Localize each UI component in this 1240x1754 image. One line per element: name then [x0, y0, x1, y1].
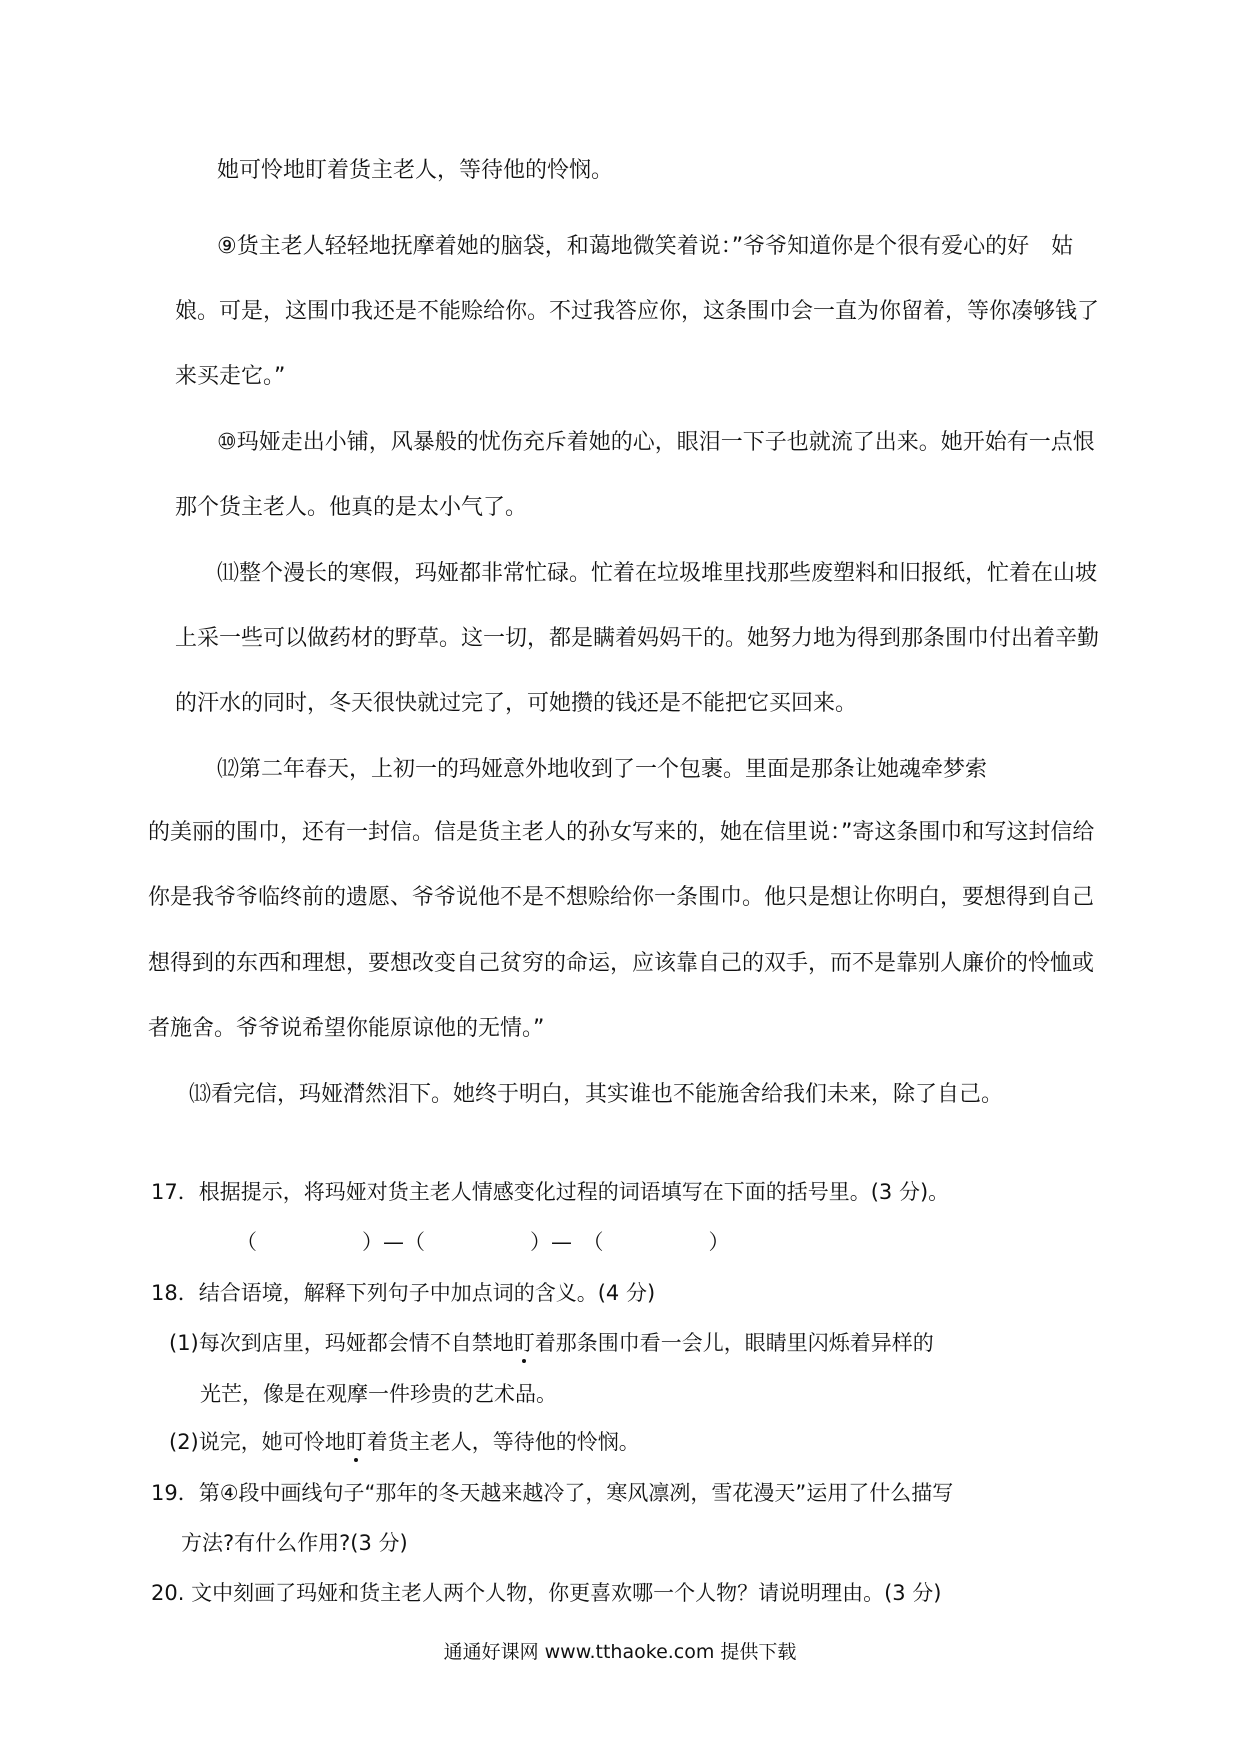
sentence-text: (1)每次到店里，玛娅都会情不自禁地: [169, 1331, 514, 1355]
sentence-text: (2)说完，她可怜地: [169, 1430, 346, 1454]
passage-line: 的汗水的同时，冬天很快就过完了，可她攒的钱还是不能把它买回来。: [175, 691, 858, 716]
dotted-word: 盯: [513, 1331, 535, 1355]
passage-line: 那个货主老人。他真的是太小气了。: [175, 495, 528, 520]
paragraph-13: ⒀看完信，玛娅潸然泪下。她终于明白，其实谁也不能施舍给我们未来，除了自己。: [189, 1082, 1004, 1107]
passage-line: 她可怜地盯着货主老人，等待他的怜悯。: [217, 158, 614, 183]
passage-line: 你是我爷爷临终前的遗愿、爷爷说他不是不想赊给你一条围巾。他只是想让你明白，要想得到自己: [148, 885, 1095, 910]
question-18: 18．结合语境，解释下列句子中加点词的含义。(4 分): [151, 1281, 656, 1305]
question-17-blanks: （ ）—（ ）— （ ）: [236, 1230, 730, 1254]
passage-line: 想得到的东西和理想，要想改变自己贫穷的命运，应该靠自己的双手，而不是靠别人廉价的怜恤或: [148, 951, 1095, 976]
paragraph-12: ⑿第二年春天，上初一的玛娅意外地收到了一个包裹。里面是那条让她魂牵梦索: [217, 757, 988, 782]
passage-line: 来买走它。”: [175, 364, 286, 389]
paragraph-10: ⑩玛娅走出小铺，风暴般的忧伤充斥着她的心，眼泪一下子也就流了出来。她开始有一点恨: [217, 430, 1095, 455]
dotted-word: 盯: [345, 1430, 367, 1454]
sentence-text: 着那条围巾看一会儿，眼睛里闪烁着异样的: [534, 1331, 934, 1355]
question-18-item-1: [169, 1333, 934, 1354]
question-17: 17．根据提示，将玛娅对货主老人情感变化过程的词语填写在下面的括号里。(3 分)。: [151, 1180, 950, 1204]
passage-line: 者施舍。爷爷说希望你能原谅他的无情。”: [148, 1016, 545, 1041]
question-19-cont: 方法?有什么作用?(3 分): [181, 1531, 408, 1555]
question-19: 19．第④段中画线句子“那年的冬天越来越冷了，寒风凛冽，雪花漫天”运用了什么描写: [151, 1481, 954, 1505]
paragraph-9: ⑨货主老人轻轻地抚摩着她的脑袋，和蔼地微笑着说：”爷爷知道你是个很有爱心的好 姑: [217, 234, 1074, 259]
paragraph-11: ⑾整个漫长的寒假，玛娅都非常忙碌。忙着在垃圾堆里找那些废塑料和旧报纸，忙着在山坡: [217, 561, 1098, 586]
passage-line: 的美丽的围巾，还有一封信。信是货主老人的孙女写来的，她在信里说：”寄这条围巾和写这封信给: [148, 820, 1095, 845]
sentence-text: 着货主老人，等待他的怜悯。: [366, 1430, 640, 1454]
question-18-item-2: [169, 1432, 640, 1453]
question-18-item-1-cont: 光芒，像是在观摩一件珍贵的艺术品。: [200, 1382, 557, 1406]
page-footer: 通通好课网 www.tthaoke.com 提供下载: [443, 1641, 797, 1663]
passage-line: 上采一些可以做药材的野草。这一切，都是瞒着妈妈干的。她努力地为得到那条围巾付出着辛勤: [175, 626, 1100, 651]
passage-line: 娘。可是，这围巾我还是不能赊给你。不过我答应你，这条围巾会一直为你留着，等你凑够钱了: [175, 299, 1100, 324]
question-20: 20. 文中刻画了玛娅和货主老人两个人物，你更喜欢哪一个人物？请说明理由。(3 分): [151, 1581, 942, 1605]
